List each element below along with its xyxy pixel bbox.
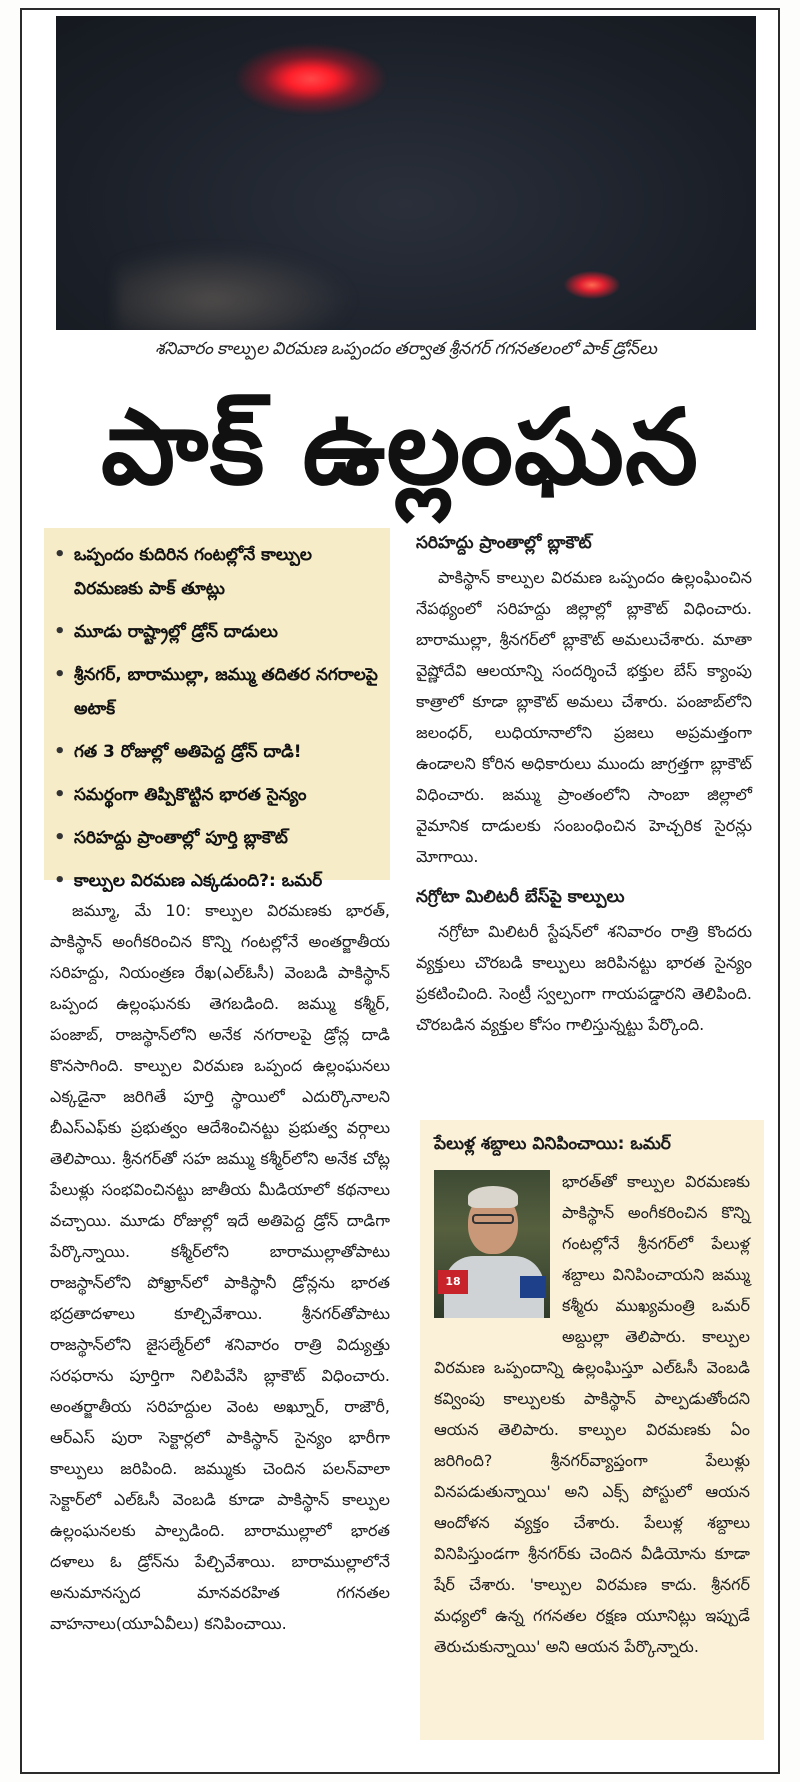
bullet-icon: • xyxy=(54,544,66,565)
drone-night-photo xyxy=(56,16,756,330)
highlight-text: సమర్థంగా తిప్పికొట్టిన భారత సైన్యం xyxy=(74,785,307,805)
bullet-icon: • xyxy=(54,870,66,891)
highlight-item xyxy=(54,615,382,649)
right-column xyxy=(416,526,752,1040)
highlight-text: ఒప్పందం కుదిరిన గంటల్లోనే కాల్పుల విరమణకు పాక్ తూట్లు xyxy=(74,545,312,599)
bullet-icon: • xyxy=(54,664,66,685)
highlight-item xyxy=(54,735,382,769)
omar-sidebar xyxy=(420,1120,764,1740)
left-column xyxy=(50,895,390,1639)
highlight-item xyxy=(54,821,382,855)
bullet-icon: • xyxy=(54,621,66,642)
highlights-box xyxy=(44,528,390,891)
highlight-text: కాల్పుల విరమణ ఎక్కడుంది?: ఒమర్ xyxy=(74,871,323,891)
drone-light-small xyxy=(564,271,620,299)
highlight-item xyxy=(54,864,382,898)
photo-haze xyxy=(116,246,356,330)
section-heading-nagrota: నగ్రోటా మిలిటరీ బేస్‌పై కాల్పులు xyxy=(416,887,625,907)
left-column-body: జమ్మూ, మే 10: కాల్పుల విరమణకు భారత్, పాకిస్థాన్ అంగీకరించిన కొన్ని గంటల్లోనే అంతర్జాతీయ సరిహద్దు, నియంత్రణ రేఖ(ఎల్‌ఓసీ) వెంబడి పాకిస్థాన్ ఒప్పంద ఉల్లంఘనకు తెగబడింది. జమ్ము కశ్మీర్, పంజాబ్, రాజస్థాన్‌లోని అనేక నగరాలపై డ్రోన్ల దాడి కొనసాగింది. కాల్పుల విరమణ ఒప్పంద ఉల్లంఘనలు ఎక్కడైనా జరిగితే పూర్తి స్థాయిలో ఎదుర్కొనాలని బీఎస్ఎఫ్‌కు ప్రభుత్వం ఆదేశించినట్టు ప్రభుత్వ వర్గాలు తెలిపాయి. శ్రీనగర్‌తో సహ జమ్ము కశ్మీర్‌లోని అనేక చోట్ల పేలుళ్లు సంభవించినట్టు జాతీయ మీడియాలో కథనాలు వచ్చాయి. మూడు రోజుల్లో ఇదే అతిపెద్ద డ్రోన్ దాడిగా పేర్కొన్నాయి. కశ్మీర్‌లోని బారాముల్లాతోపాటు రాజస్థాన్‌లోని పోఖ్రాన్‌లో పాకిస్థానీ డ్రోన్లను భారత భద్రతాదళాలు కూల్చివేశాయి. శ్రీనగర్‌తోపాటు రాజస్థాన్‌లోని జైసల్మేర్‌లో శనివారం రాత్రి విద్యుత్తు సరఫరాను పూర్తిగా నిలిపివేసి బ్లాకౌట్ విధించారు. అంతర్జాతీయ సరిహద్దుల వెంట అఖ్నూర్, రాజౌరీ, ఆర్ఎస్ పురా సెక్టార్లలో పాకిస్థాన్ సైన్యం భారీగా కాల్పులు జరిపింది. జమ్ముకు చెందిన పలన్‌వాలా సెక్టార్‌లో ఎల్‌ఓసీ వెంబడి కూడా పాకిస్థాన్ కాల్పుల ఉల్లంఘనలకు పాల్పడింది. బారాముల్లాలో భారత దళాలు ఓ డ్రోన్‌ను పేల్చివేశాయి. బారాముల్లాలోనే అనుమానస్పద మానవరహిత గగనతల వాహనాలు(యూఏవీలు) కనిపించాయి. xyxy=(50,901,390,1633)
omar-title: పేలుళ్ల శబ్దాలు వినిపించాయి: ఒమర్ xyxy=(434,1134,671,1154)
portrait-hair xyxy=(468,1186,518,1208)
drone-light-large xyxy=(236,44,386,114)
omar-body: భారత్‌తో కాల్పుల విరమణకు పాకిస్థాన్ అంగీకరించిన కొన్ని గంటల్లోనే శ్రీనగర్‌లో పేలుళ్ల శబ్దాలు వినిపించాయని జమ్ము కశ్మీరు ముఖ్యమంత్రి ఒమర్ అబ్దుల్లా తెలిపారు. కాల్పుల విరమణ ఒప్పందాన్ని ఉల్లంఘిస్తూ ఎల్‌ఓసీ వెంబడి కవ్వింపు కాల్పులకు పాకిస్థాన్ పాల్పడుతోందని ఆయన తెలిపారు. కాల్పుల విరమణకు ఏం జరిగింది? శ్రీనగర్‌వ్యాప్తంగా పేలుళ్లు వినపడుతున్నాయి' అని ఎక్స్ పోస్టులో ఆయన ఆందోళన వ్యక్తం చేశారు. పేలుళ్ల శబ్దాలు వినిపిస్తుండగా శ్రీనగర్‌కు చెందిన వీడియోను కూడా షేర్ చేశారు. 'కాల్పుల విరమణ కాదు. శ్రీనగర్ మధ్యలో ఉన్న గగనతల రక్షణ యూనిట్లు ఇప్పుడే తెరుచుకున్నాయి' అని ఆయన పేర్కొన్నారు. xyxy=(434,1172,750,1656)
highlight-item xyxy=(54,778,382,812)
news-mic-badge: 18 xyxy=(438,1270,468,1294)
bullet-icon: • xyxy=(54,827,66,848)
highlight-text: శ్రీనగర్, బారాముల్లా, జమ్ము తదితర నగరాలపై అటాక్ xyxy=(74,665,378,719)
section-heading-blackout: సరిహద్దు ప్రాంతాల్లో బ్లాకౌట్ xyxy=(416,533,592,553)
highlight-text: మూడు రాష్ట్రాల్లో డ్రోన్ దాడులు xyxy=(74,622,278,642)
news-mic xyxy=(520,1276,546,1298)
highlight-text: గత 3 రోజుల్లో అతిపెద్ద డ్రోన్ దాడి! xyxy=(74,742,302,762)
bullet-icon: • xyxy=(54,784,66,805)
highlight-item xyxy=(54,538,382,606)
highlight-item xyxy=(54,658,382,726)
bullet-icon: • xyxy=(54,741,66,762)
highlight-text: సరిహద్దు ప్రాంతాల్లో పూర్తి బ్లాకౌట్ xyxy=(74,828,288,848)
omar-portrait xyxy=(434,1170,550,1318)
headline: పాక్ ఉల్లంఘన xyxy=(101,386,699,508)
photo-caption: శనివారం కాల్పుల విరమణ ఒప్పందం తర్వాత శ్రీనగర్ గగనతలంలో పాక్ డ్రోన్‌లు xyxy=(155,339,657,358)
portrait-glasses xyxy=(472,1214,514,1224)
section-body-blackout: పాకిస్థాన్ కాల్పుల విరమణ ఒప్పందం ఉల్లంఘించిన నేపథ్యంలో సరిహద్దు జిల్లాల్లో బ్లాకౌట్ విధించారు. బారాముల్లా, శ్రీనగర్‌లో బ్లాకౌట్ అమలుచేశారు. మాతా వైష్ణోదేవి ఆలయాన్ని సందర్శించే భక్తుల బేస్ క్యాంపు కాత్రాలో కూడా బ్లాకౌట్ అమలు చేశారు. పంజాబ్‌లోని జలంధర్, లుధియానాలోని ప్రజలు అప్రమత్తంగా ఉండాలని కోరిన అధికారులు ముందు జాగ్రత్తగా బ్లాకౌట్ విధించారు. జమ్ము ప్రాంతంలోని సాంబా జిల్లాలో వైమానిక దాడులకు సంబంధించిన హెచ్చరిక సైరన్లు మోగాయి. xyxy=(416,568,752,866)
section-body-nagrota: నగ్రోటా మిలిటరీ స్టేషన్‌లో శనివారం రాత్రి కొందరు వ్యక్తులు చొరబడి కాల్పులు జరిపినట్టు భారత సైన్యం ప్రకటించింది. సెంట్రీ స్వల్పంగా గాయపడ్డారని తెలిపింది. చొరబడిన వ్యక్తుల కోసం గాలిస్తున్నట్టు పేర్కొంది. xyxy=(416,922,752,1034)
